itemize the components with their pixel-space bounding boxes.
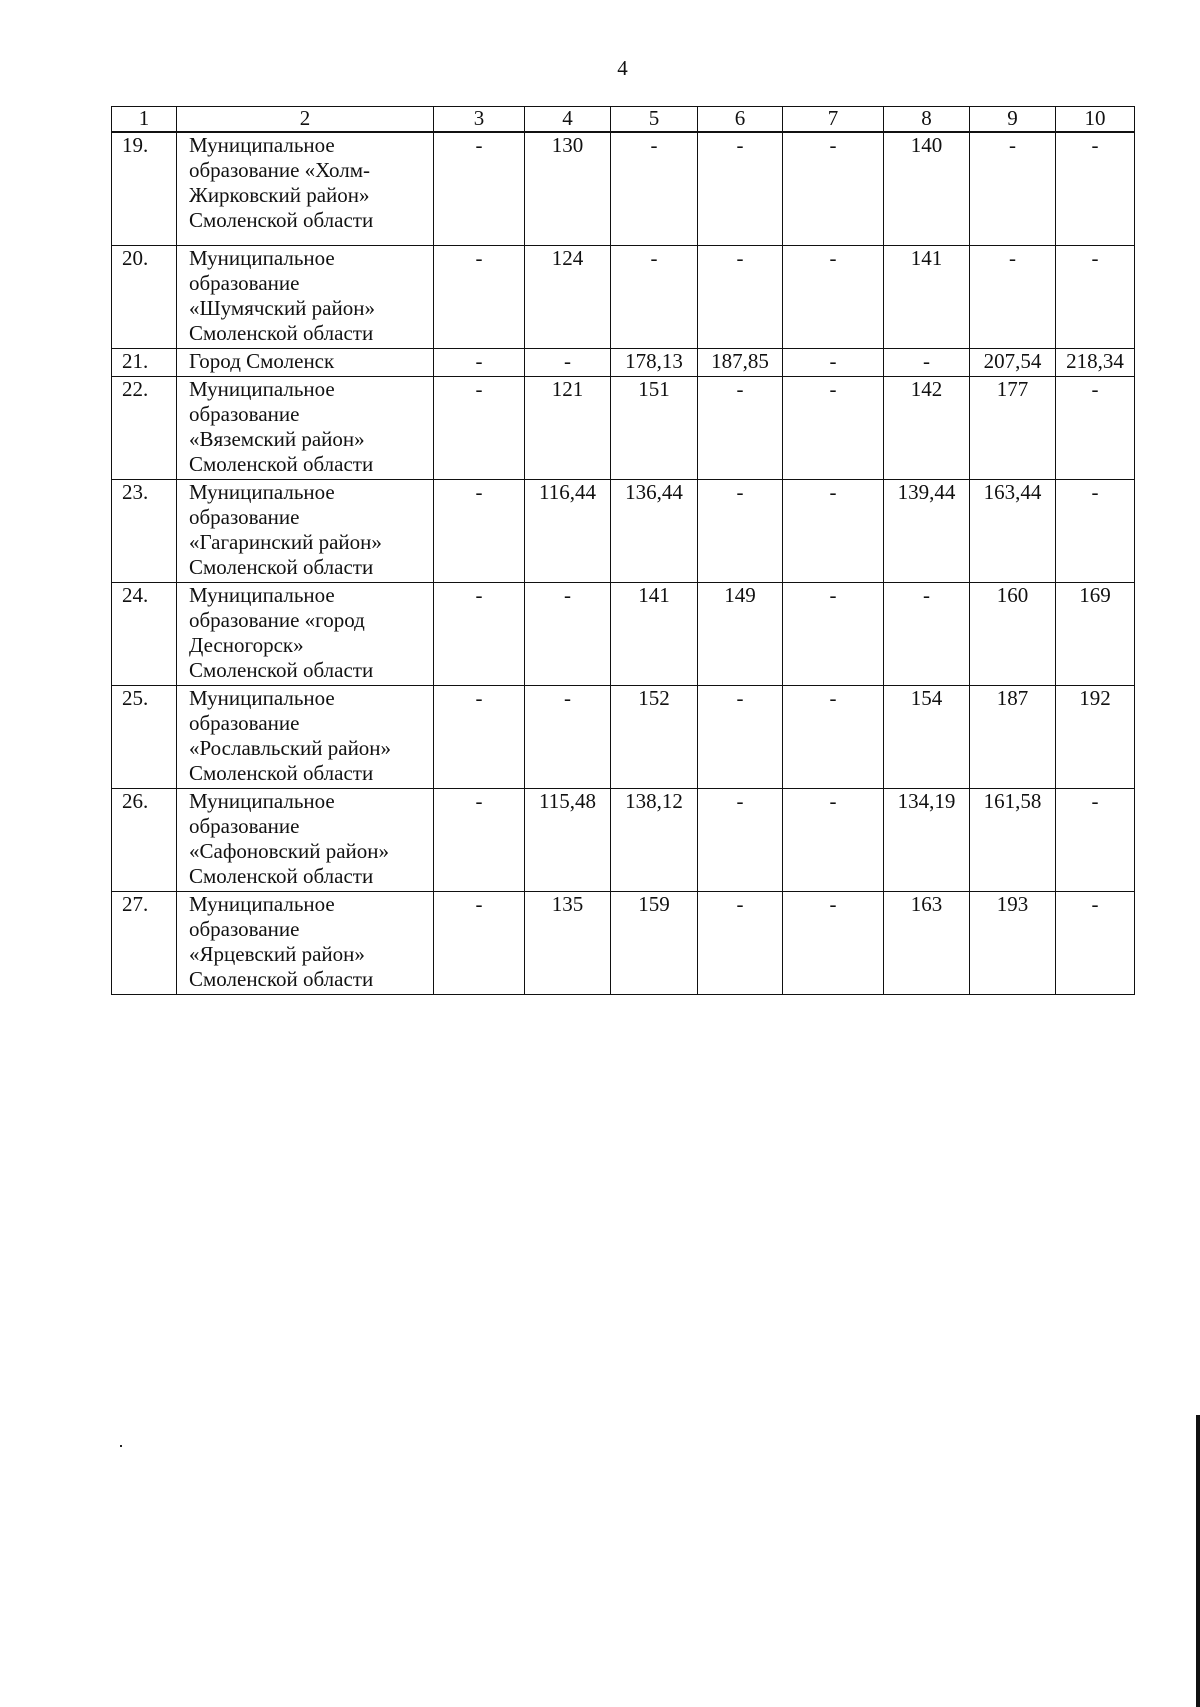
- municipality-name-line: Смоленской области: [189, 658, 374, 682]
- municipality-name-line: Смоленской области: [189, 321, 374, 345]
- municipality-name-line: Город Смоленск: [189, 349, 335, 373]
- municipality-name-line: «Ярцевский район»: [189, 942, 365, 966]
- column-header: 7: [783, 107, 884, 133]
- value-cell: 115,48: [525, 789, 611, 892]
- municipality-name: [177, 349, 434, 377]
- municipality-name-line: образование: [189, 711, 300, 735]
- value-cell: 139,44: [884, 480, 970, 583]
- value-cell: -: [698, 377, 783, 480]
- value-cell: 163: [884, 892, 970, 995]
- municipality-name-line: Смоленской области: [189, 555, 374, 579]
- table-row: [112, 377, 1135, 480]
- column-header: 9: [970, 107, 1056, 133]
- data-table: [111, 106, 1135, 995]
- municipality-name-line: образование: [189, 505, 300, 529]
- municipality-name-line: Муниципальное: [189, 583, 335, 607]
- value-cell: -: [611, 132, 698, 246]
- table-row: [112, 132, 1135, 246]
- municipality-name-line: образование «Холм-: [189, 158, 371, 182]
- value-cell: 124: [525, 246, 611, 349]
- value-cell: -: [434, 377, 525, 480]
- value-cell: 142: [884, 377, 970, 480]
- value-cell: -: [783, 377, 884, 480]
- row-number: 19.: [112, 132, 177, 246]
- municipality-name: [177, 246, 434, 349]
- value-cell: 163,44: [970, 480, 1056, 583]
- value-cell: -: [884, 349, 970, 377]
- value-cell: 177: [970, 377, 1056, 480]
- municipality-name-line: Муниципальное: [189, 789, 335, 813]
- value-cell: -: [884, 583, 970, 686]
- value-cell: 187: [970, 686, 1056, 789]
- municipality-name-line: Жирковский район»: [189, 183, 370, 207]
- value-cell: 160: [970, 583, 1056, 686]
- value-cell: -: [1056, 246, 1135, 349]
- value-cell: 218,34: [1056, 349, 1135, 377]
- value-cell: 134,19: [884, 789, 970, 892]
- value-cell: 149: [698, 583, 783, 686]
- municipality-name-line: Смоленской области: [189, 452, 374, 476]
- row-number: 21.: [112, 349, 177, 377]
- value-cell: 192: [1056, 686, 1135, 789]
- municipality-name-line: Муниципальное: [189, 892, 335, 916]
- row-number: 24.: [112, 583, 177, 686]
- value-cell: -: [698, 132, 783, 246]
- value-cell: -: [434, 892, 525, 995]
- column-header: 8: [884, 107, 970, 133]
- municipality-name-line: Муниципальное: [189, 686, 335, 710]
- municipality-name-line: Муниципальное: [189, 377, 335, 401]
- row-number: 26.: [112, 789, 177, 892]
- column-header: 2: [177, 107, 434, 133]
- value-cell: 151: [611, 377, 698, 480]
- value-cell: -: [698, 480, 783, 583]
- column-header: 4: [525, 107, 611, 133]
- municipality-name-line: Смоленской области: [189, 864, 374, 888]
- value-cell: -: [698, 686, 783, 789]
- table-body: [112, 132, 1135, 995]
- value-cell: -: [783, 892, 884, 995]
- value-cell: -: [783, 583, 884, 686]
- table-row: [112, 246, 1135, 349]
- value-cell: 141: [884, 246, 970, 349]
- value-cell: -: [698, 789, 783, 892]
- value-cell: -: [1056, 480, 1135, 583]
- value-cell: -: [783, 480, 884, 583]
- row-number: 27.: [112, 892, 177, 995]
- municipality-name-line: «Вяземский район»: [189, 427, 365, 451]
- row-number: 25.: [112, 686, 177, 789]
- municipality-name-line: Муниципальное: [189, 480, 335, 504]
- municipality-name-line: Смоленской области: [189, 761, 374, 785]
- value-cell: -: [783, 686, 884, 789]
- municipality-name-line: Десногорск»: [189, 633, 304, 657]
- value-cell: -: [434, 480, 525, 583]
- table-row: [112, 480, 1135, 583]
- value-cell: -: [434, 132, 525, 246]
- value-cell: 178,13: [611, 349, 698, 377]
- scan-edge-mark: [1196, 1415, 1200, 1707]
- value-cell: -: [525, 349, 611, 377]
- municipality-name-line: образование: [189, 814, 300, 838]
- value-cell: -: [1056, 789, 1135, 892]
- row-number: 23.: [112, 480, 177, 583]
- municipality-name: [177, 686, 434, 789]
- value-cell: 152: [611, 686, 698, 789]
- value-cell: 193: [970, 892, 1056, 995]
- municipality-name-line: Муниципальное: [189, 246, 335, 270]
- value-cell: 161,58: [970, 789, 1056, 892]
- value-cell: -: [1056, 132, 1135, 246]
- table-row: [112, 892, 1135, 995]
- row-number: 22.: [112, 377, 177, 480]
- table-row: [112, 583, 1135, 686]
- value-cell: 159: [611, 892, 698, 995]
- value-cell: -: [698, 246, 783, 349]
- municipality-name: [177, 892, 434, 995]
- column-header: 6: [698, 107, 783, 133]
- municipality-name: [177, 377, 434, 480]
- value-cell: 140: [884, 132, 970, 246]
- table-row: [112, 686, 1135, 789]
- municipality-name-line: Смоленской области: [189, 208, 374, 232]
- column-header: 1: [112, 107, 177, 133]
- value-cell: -: [611, 246, 698, 349]
- value-cell: 154: [884, 686, 970, 789]
- municipality-name: [177, 132, 434, 246]
- value-cell: 116,44: [525, 480, 611, 583]
- value-cell: -: [1056, 892, 1135, 995]
- value-cell: -: [434, 789, 525, 892]
- value-cell: 138,12: [611, 789, 698, 892]
- row-number: 20.: [112, 246, 177, 349]
- value-cell: -: [434, 686, 525, 789]
- municipality-name-line: Муниципальное: [189, 133, 335, 157]
- municipality-name-line: образование «город: [189, 608, 365, 632]
- municipality-name-line: образование: [189, 402, 300, 426]
- value-cell: 135: [525, 892, 611, 995]
- value-cell: -: [783, 246, 884, 349]
- value-cell: -: [434, 246, 525, 349]
- value-cell: 207,54: [970, 349, 1056, 377]
- table-row: [112, 349, 1135, 377]
- value-cell: 136,44: [611, 480, 698, 583]
- value-cell: -: [434, 349, 525, 377]
- value-cell: 141: [611, 583, 698, 686]
- value-cell: -: [434, 583, 525, 686]
- municipality-name-line: «Сафоновский район»: [189, 839, 390, 863]
- scan-speck: [120, 1445, 122, 1447]
- value-cell: -: [525, 583, 611, 686]
- value-cell: 187,85: [698, 349, 783, 377]
- header-row: [112, 107, 1135, 133]
- column-header: 5: [611, 107, 698, 133]
- value-cell: 121: [525, 377, 611, 480]
- municipality-name-line: «Гагаринский район»: [189, 530, 382, 554]
- value-cell: -: [783, 349, 884, 377]
- value-cell: -: [1056, 377, 1135, 480]
- value-cell: -: [783, 789, 884, 892]
- municipality-name-line: «Рославльский район»: [189, 736, 392, 760]
- value-cell: -: [783, 132, 884, 246]
- value-cell: 130: [525, 132, 611, 246]
- table-row: [112, 789, 1135, 892]
- value-cell: -: [525, 686, 611, 789]
- municipality-name: [177, 480, 434, 583]
- value-cell: -: [698, 892, 783, 995]
- municipality-name-line: образование: [189, 271, 300, 295]
- page-number: 4: [617, 56, 628, 80]
- municipality-name-line: Смоленской области: [189, 967, 374, 991]
- column-header: 10: [1056, 107, 1135, 133]
- municipality-name-line: «Шумячский район»: [189, 296, 375, 320]
- municipality-name: [177, 789, 434, 892]
- value-cell: -: [970, 132, 1056, 246]
- value-cell: 169: [1056, 583, 1135, 686]
- municipality-name: [177, 583, 434, 686]
- value-cell: -: [970, 246, 1056, 349]
- column-header: 3: [434, 107, 525, 133]
- municipality-name-line: образование: [189, 917, 300, 941]
